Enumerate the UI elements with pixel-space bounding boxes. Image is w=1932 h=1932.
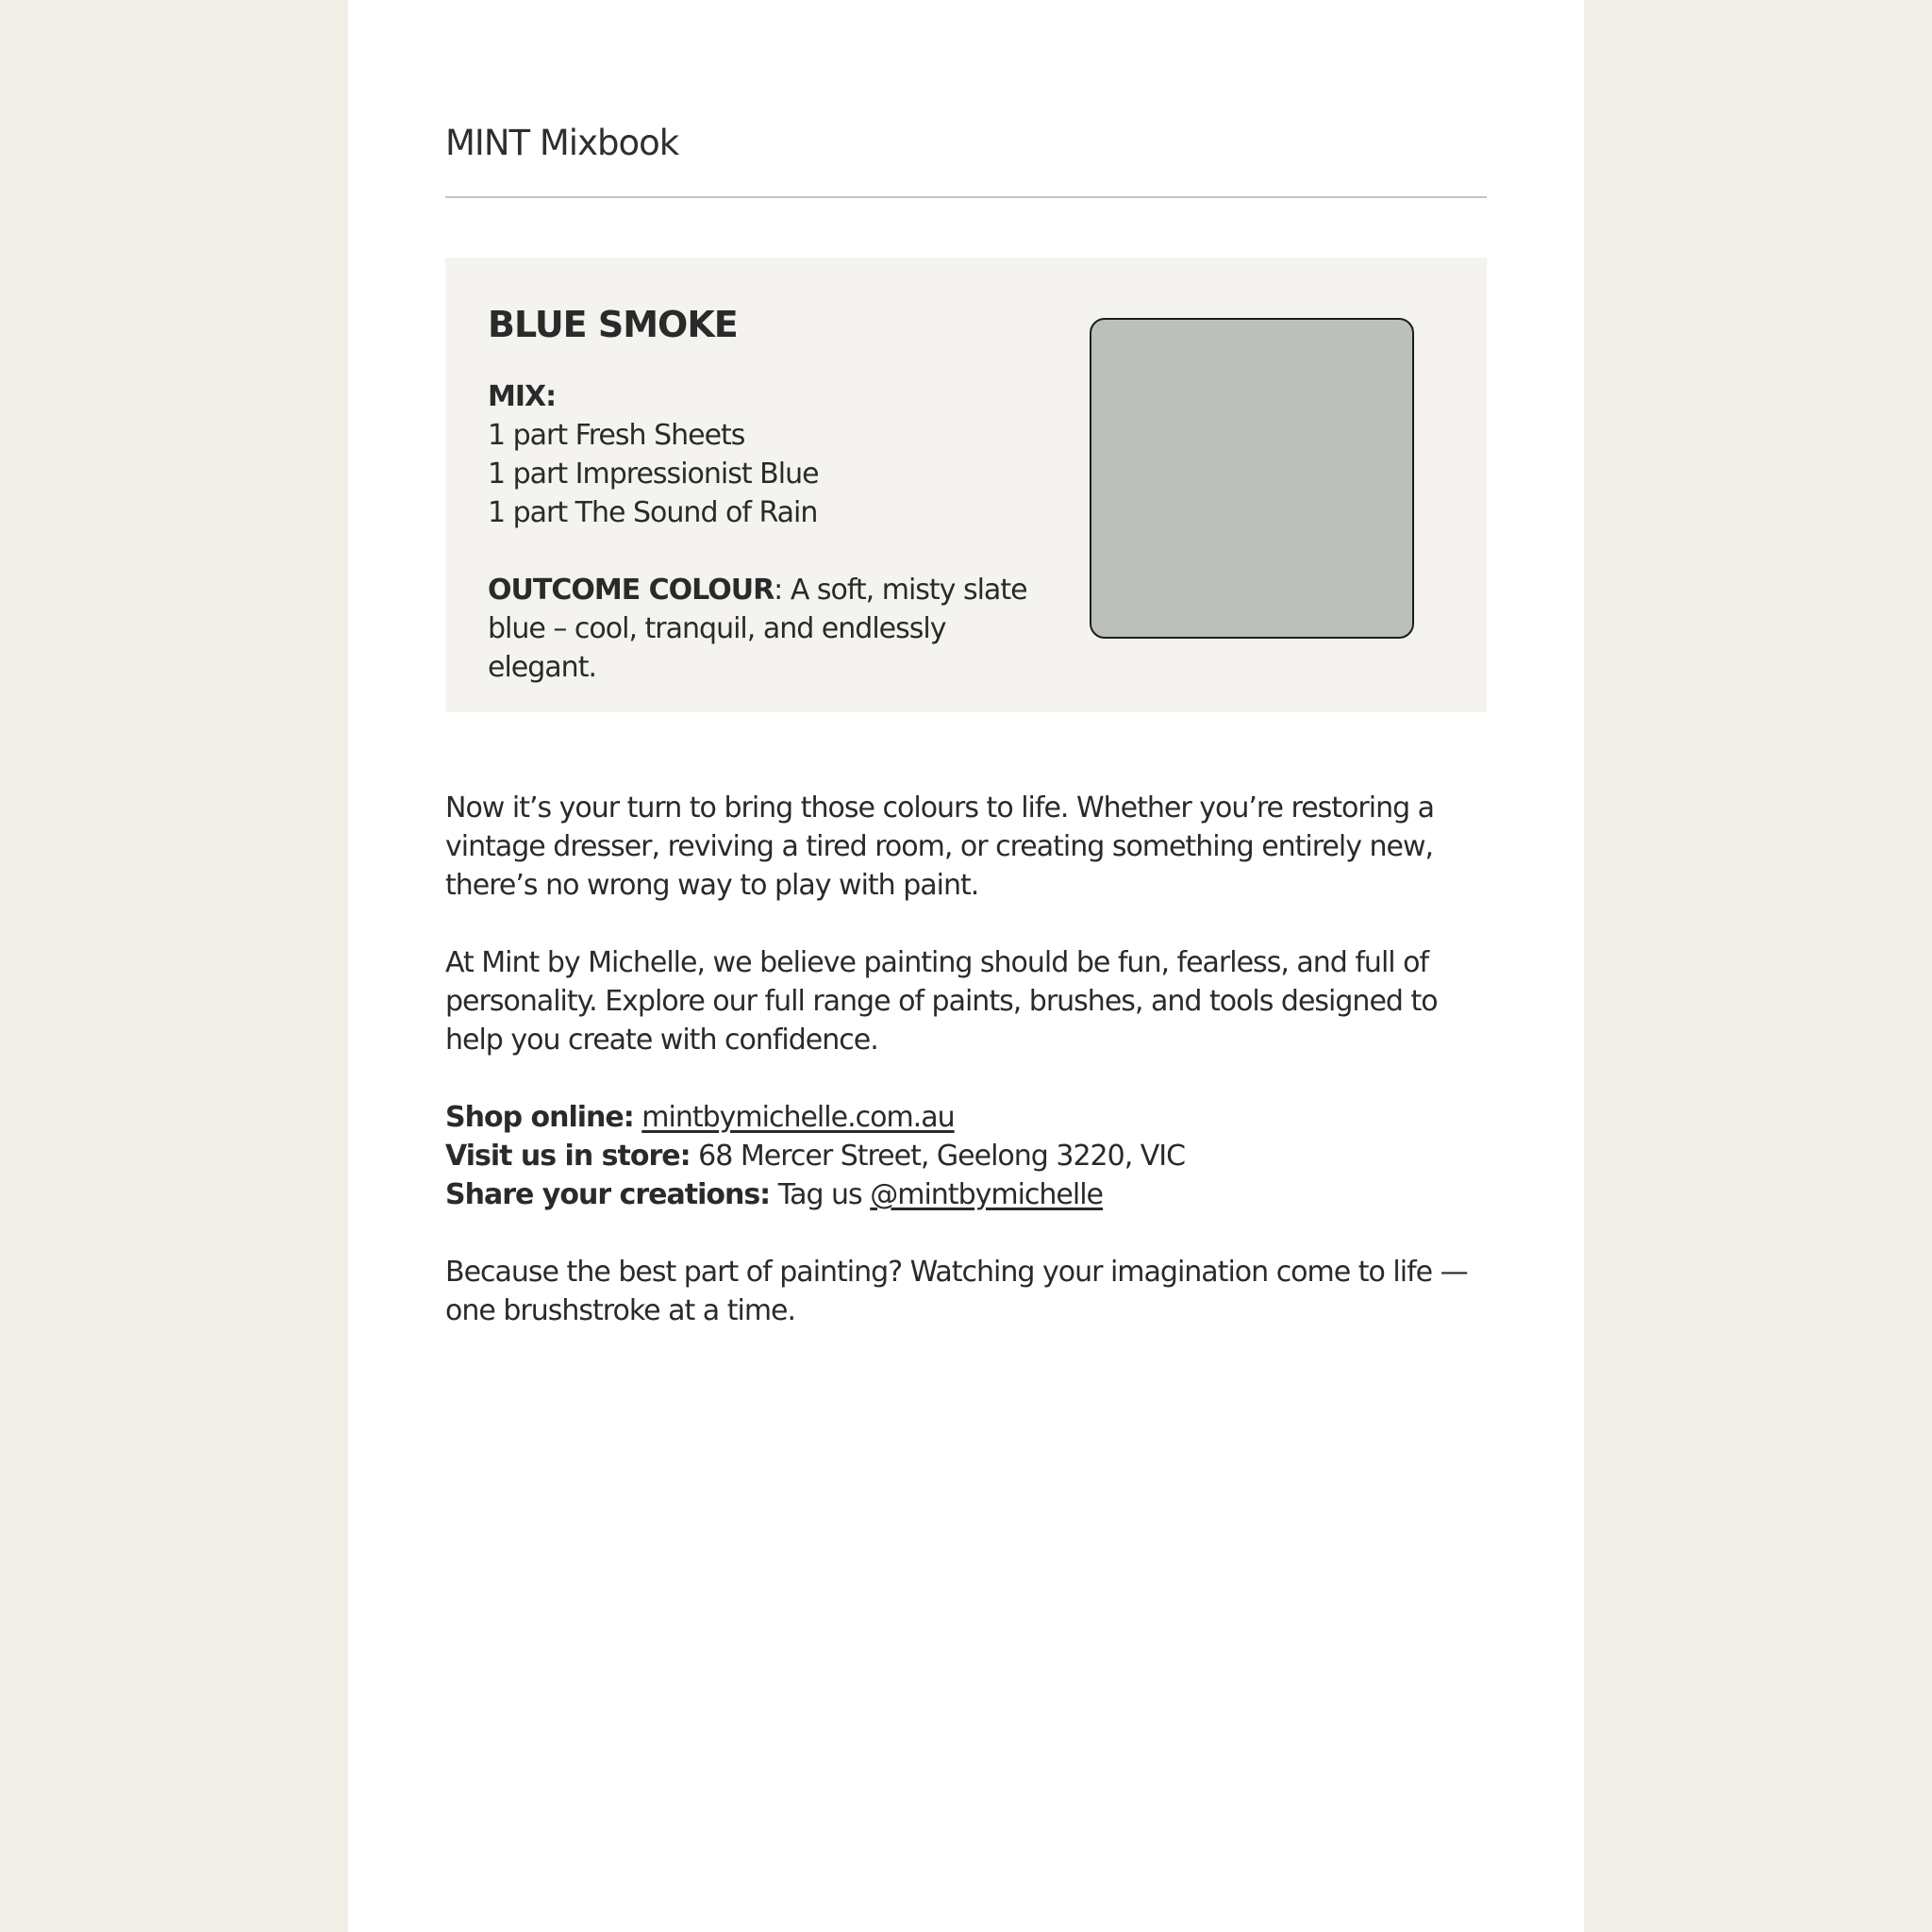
store-line xyxy=(445,1137,1492,1175)
shop-online-link[interactable]: mintbymichelle.com.au xyxy=(641,1101,955,1134)
mix-item: 1 part Impressionist Blue xyxy=(488,458,819,491)
store-label: Visit us in store: xyxy=(445,1140,691,1173)
recipe-details xyxy=(488,377,1044,687)
colour-swatch xyxy=(1090,318,1414,639)
header-divider xyxy=(445,196,1487,198)
outcome-label: OUTCOME COLOUR xyxy=(488,574,774,607)
closing-paragraph: Because the best part of painting? Watching your imagination come to life — one brushstroke at a time. xyxy=(445,1256,1468,1327)
mix-label: MIX: xyxy=(488,380,557,413)
outcome-description: : A soft, misty slate blue – cool, tranquil, and endlessly elegant. xyxy=(488,574,1027,684)
instagram-handle-link[interactable]: @mintbymichelle xyxy=(870,1178,1104,1211)
mix-item: 1 part The Sound of Rain xyxy=(488,496,818,529)
recipe-card xyxy=(445,258,1487,712)
document-page xyxy=(348,0,1584,1932)
recipe-title: BLUE SMOKE xyxy=(488,304,738,345)
body-content xyxy=(445,789,1492,1369)
contact-block xyxy=(445,1098,1492,1214)
intro-paragraph: Now it’s your turn to bring those colours to life. Whether you’re restoring a vintage dresser, reviving a tired room, or creating something entirely new, there’s no wrong way to play with paint. xyxy=(445,791,1435,902)
share-label: Share your creations: xyxy=(445,1178,771,1211)
store-address: 68 Mercer Street, Geelong 3220, VIC xyxy=(698,1140,1186,1173)
shop-online-label: Shop online: xyxy=(445,1101,634,1134)
share-line xyxy=(445,1175,1492,1214)
share-prefix: Tag us xyxy=(777,1178,862,1211)
mix-item: 1 part Fresh Sheets xyxy=(488,419,745,452)
brand-title: MINT Mixbook xyxy=(445,123,679,163)
shop-online-line xyxy=(445,1098,1492,1137)
outcome-colour xyxy=(488,571,1044,687)
about-paragraph: At Mint by Michelle, we believe painting should be fun, fearless, and full of personality. Explore our full range of paints, brushes, and tools designed to help you create with confidence. xyxy=(445,946,1438,1057)
